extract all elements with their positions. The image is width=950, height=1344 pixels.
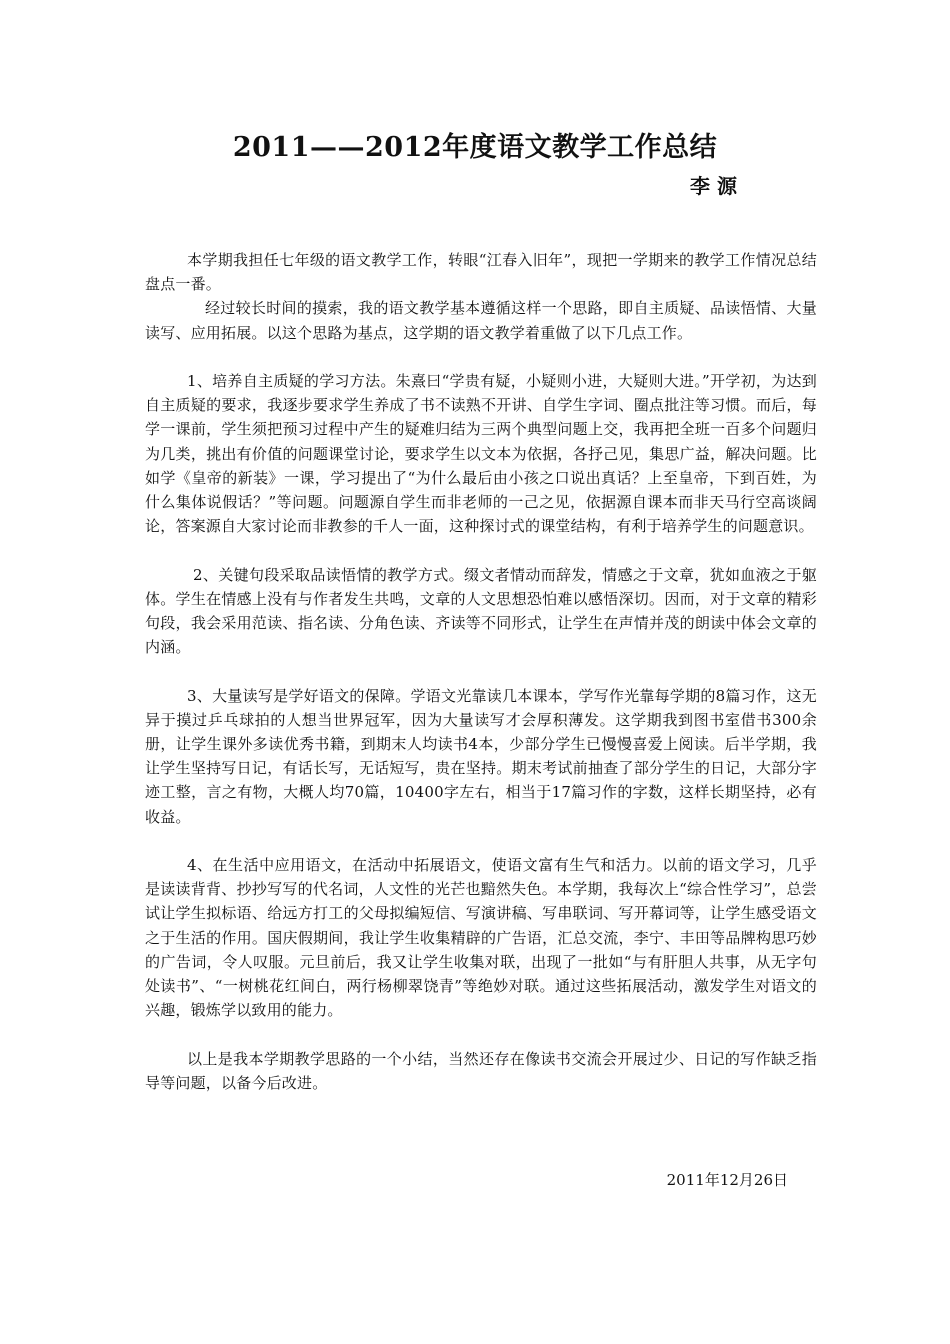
document-title: 2011——2012年度语文教学工作总结 [232, 132, 718, 163]
document-date: 2011年12月26日 [666, 1171, 788, 1189]
paragraph-intro: 本学期我担任七年级的语文教学工作，转眼“江春入旧年”，现把一学期来的教学工作情况总结盘点一番。 [145, 251, 817, 294]
paragraph-gap [145, 659, 817, 683]
document-author: 李 源 [690, 174, 737, 198]
paragraph-gap [145, 345, 817, 369]
paragraph-point-4: 4、在生活中应用语文，在活动中拓展语文，使语文富有生气和活力。以前的语文学习，几乎是读读背背、抄抄写写的代名词，人文性的光芒也黯然失色。本学期，我每次上“综合性学习”，总尝试让学生拟标语、给远方打工的父母拟编短信、写演讲稿、写串联词、写开幕词等，让学生感受语文之于生活的作用。国庆假期间，我让学生收集精辟的广告语，汇总交流，李宁、丰田等品牌构思巧妙的广告词，令人叹服。元旦前后，我又让学生收集对联，出现了一批如“与有肝胆人共事，从无字句处读书”、“一树桃花红间白，两行杨柳翠饶青”等绝妙对联。通过这些拓展活动，激发学生对语文的兴趣，锻炼学以致用的能力。 [145, 856, 817, 1020]
document-body [145, 248, 817, 1095]
paragraph-gap [145, 1022, 817, 1046]
paragraph-gap [145, 538, 817, 562]
paragraph-point-3: 3、大量读写是学好语文的保障。学语文光靠读几本课本，学写作光靠每学期的8篇习作，这无异于摸过乒乓球拍的人想当世界冠军，因为大量读写才会厚积薄发。这学期我到图书室借书300余册，让学生课外多读优秀书籍，到期末人均读书4本，少部分学生已慢慢喜爱上阅读。后半学期，我让学生坚持写日记，有话长写，无话短写，贵在坚持。期末考试前抽查了部分学生的日记，大部分字迹工整，言之有物，大概人均70篇，10400字左右，相当于17篇习作的字数，这样长期坚持，必有收益。 [145, 686, 817, 826]
paragraph-conclusion: 以上是我本学期教学思路的一个小结，当然还存在像读书交流会开展过少、日记的写作缺乏指导等问题，以备今后改进。 [145, 1049, 817, 1092]
paragraph-point-1: 1、培养自主质疑的学习方法。朱熹曰“学贵有疑，小疑则小进，大疑则大进。”开学初，为达到自主质疑的要求，我逐步要求学生养成了书不读熟不开讲、自学生字词、圈点批注等习惯。而后，每学一课前，学生须把预习过程中产生的疑难归结为三两个典型问题上交，我再把全班一百多个问题归为几类，挑出有价值的问题课堂讨论，要求学生以文本为依据，各抒己见，集思广益，解决问题。比如学《皇帝的新装》一课，学习提出了“为什么最后由小孩之口说出真话？上至皇帝，下到百姓，为什么集体说假话？”等问题。问题源自学生而非老师的一己之见，依据源自课本而非天马行空高谈阔论，答案源自大家讨论而非教参的千人一面，这种探讨式的课堂结构，有利于培养学生的问题意识。 [145, 372, 817, 536]
paragraph-gap [145, 829, 817, 853]
paragraph-approach: 经过较长时间的摸索，我的语文教学基本遵循这样一个思路，即自主质疑、品读悟情、大量读写、应用拓展。以这个思路为基点，这学期的语文教学着重做了以下几点工作。 [145, 299, 817, 342]
paragraph-point-2: 2、关键句段采取品读悟情的教学方式。缀文者情动而辞发，情感之于文章，犹如血液之于躯体。学生在情感上没有与作者发生共鸣，文章的人文思想恐怕难以感悟深切。因而，对于文章的精彩句段，我会采用范读、指名读、分角色读、齐读等不同形式，让学生在声情并茂的朗读中体会文章的内涵。 [145, 565, 817, 657]
